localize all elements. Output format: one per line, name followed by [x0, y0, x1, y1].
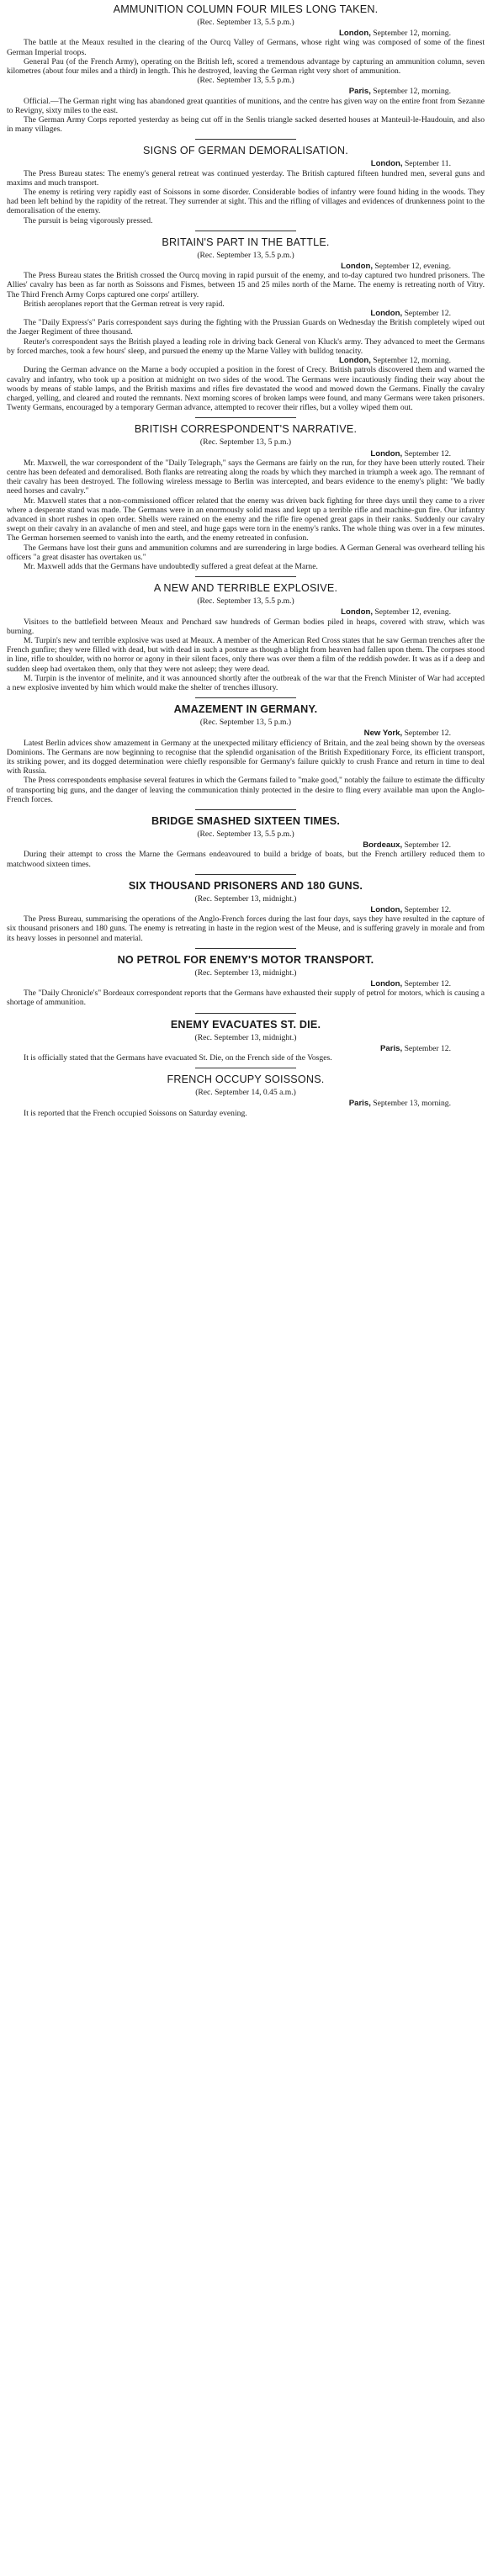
article-paragraph: The "Daily Express's" Paris correspondent says during the fighting with the Prussian Guards on Wednesday the British completely wiped out the Jaeger Regiment of three thousand.	[7, 318, 485, 337]
article	[7, 236, 485, 412]
dateline	[7, 607, 485, 617]
article-headline: A NEW AND TERRIBLE EXPLOSIVE.	[153, 582, 338, 595]
article-paragraph: The Press Bureau, summarising the operations of the Anglo-French forces during the last four days, says they have resulted in the capture of six thousand prisoners and 180 guns. The enemy is retreating in haste in the region west of the Meuse, and is suffering gravely in morale and from its heavy losses in personnel and material.	[7, 914, 485, 943]
dateline	[7, 87, 485, 96]
dateline-place: London,	[370, 448, 403, 458]
article-headline: AMAZEMENT IN GERMANY.	[173, 703, 318, 716]
dateline	[7, 905, 485, 914]
article-paragraph: During their attempt to cross the Marne the Germans endeavoured to build a bridge of boats, but the French artillery reduced them to matchwood sixteen times.	[7, 850, 485, 869]
article-paragraph: The Germans have lost their guns and ammunition columns and are surrendering in large bodies. A German General was overheard telling his officers "a great disaster has overtaken us."	[7, 543, 485, 562]
article-paragraph: The pursuit is being vigorously pressed.	[24, 215, 153, 225]
article	[7, 145, 485, 225]
article-paragraph: Mr. Maxwell states that a non-commissioned officer related that the enemy was driven back fighting for three days until they came to a river where a desperate stand was made. The Germans were in an enormously solid mass and kept up a terrible rifle and machine-gun fire. Our infantry advanced in short rushes in open order. Shells were rained on the enemy and the rifle fire opened great gaps in their ranks. Suddenly our cavalry swept on their cavalry in an avalanche of men and steel, and huge gaps were torn in the enemy's ranks. The whole thing was over in a few minutes. The German horsemen seemed to vanish into the earth, and the enemy retreated in confusion.	[7, 496, 485, 543]
article	[7, 1019, 485, 1063]
article	[7, 1073, 485, 1118]
received-time: (Rec. September 13, midnight.)	[194, 893, 297, 904]
article	[7, 423, 485, 571]
dateline-place: London,	[370, 905, 403, 915]
dateline-date: September 12.	[404, 1043, 451, 1053]
dateline-date: September 12.	[404, 448, 451, 458]
received-time: (Rec. September 13, 5.5 p.m.)	[197, 596, 294, 607]
article-paragraph: M. Turpin is the inventor of melinite, and it was announced shortly after the outbreak of the war that the French Minister of War had accepted a new explosive invented by him which would make the shelter of trenches illusory.	[7, 673, 485, 692]
article	[7, 703, 485, 804]
dateline	[7, 309, 485, 318]
dateline	[7, 1099, 485, 1108]
article-headline: NO PETROL FOR ENEMY'S MOTOR TRANSPORT.	[117, 953, 374, 966]
dateline-date: September 12, morning.	[373, 356, 451, 366]
article-paragraph: During the German advance on the Marne a body occupied a position in the forest of Crecy. British patrols discovered them and warned the cavalry and infantry, who took up a position at midnight on two sides of the wood. The Germans were incautiously finding their way about the woods by means of stable lamps, and the British maxims and rifles fire devastated the wood and mowed down the Germans. Finally the cavalry charged, yelling, and cleared and routed the remnants. Next morning scores of broken lamps were found, and many Germans were taken prisoners. Twenty Germans, encouraged by a temporary German advance, attempted to recover their rifles, but a volley wiped them out.	[7, 365, 485, 413]
dateline-place: London,	[341, 262, 373, 272]
dateline-place: London,	[341, 607, 373, 617]
dateline	[7, 449, 485, 458]
article-headline: BRIDGE SMASHED SIXTEEN TIMES.	[151, 815, 341, 828]
article-paragraph: It is reported that the French occupied Soissons on Saturday evening.	[24, 1108, 247, 1118]
dateline	[7, 262, 485, 271]
article-divider	[195, 874, 296, 875]
article-divider	[195, 697, 296, 698]
dateline	[7, 729, 485, 738]
dateline-place: Paris,	[380, 1043, 403, 1053]
article-divider	[195, 948, 296, 949]
received-time: (Rec. September 13, 5.5 p.m.)	[197, 76, 294, 86]
article-paragraph: General Pau (of the French Army), operating on the British left, scored a tremendous advantage by capturing an ammunition column, seven kilometres (about four miles and a third) in length. This he destroyed, leaving the German right very short of ammunition.	[7, 56, 485, 77]
article	[7, 880, 485, 943]
article-paragraph: The battle at the Meaux resulted in the clearing of the Ourcq Valley of Germans, whose right wing was composed of some of the finest German Imperial troops.	[7, 38, 485, 57]
dateline-place: Bordeaux,	[363, 840, 403, 851]
received-time: (Rec. September 13, midnight.)	[194, 1032, 297, 1042]
received-time: (Rec. September 13, 5 p.m.)	[199, 437, 292, 448]
dateline-place: London,	[339, 356, 371, 366]
article-headline: BRITISH CORRESPONDENT'S NARRATIVE.	[134, 423, 358, 436]
received-time: (Rec. September 14, 0.45 a.m.)	[195, 1088, 296, 1098]
article-headline: BRITAIN'S PART IN THE BATTLE.	[162, 236, 330, 248]
article-paragraph: The Press Bureau states the British crossed the Ourcq moving in rapid pursuit of the enemy, and to-day captured two hundred prisoners. The Allies' cavalry has been as far north as Soissons and Fismes, between 15 and 25 miles north of the Marne. The enemy is retreating north of Vitry. The Third French Army Corps captured one corps' artillery.	[7, 271, 485, 299]
received-time: (Rec. September 13, 5.5 p.m.)	[197, 250, 294, 260]
dateline-date: September 12.	[404, 905, 451, 915]
article-divider	[195, 809, 296, 810]
article-headline: SIX THOUSAND PRISONERS AND 180 GUNS.	[128, 879, 363, 892]
article	[7, 3, 485, 134]
article-headline: FRENCH OCCUPY SOISSONS.	[167, 1073, 325, 1086]
dateline-date: September 12, morning.	[373, 29, 451, 39]
dateline-place: London,	[339, 29, 371, 39]
article-headline: SIGNS OF GERMAN DEMORALISATION.	[143, 145, 348, 157]
article-paragraph: Reuter's correspondent says the British played a leading role in driving back General von Kluck's army. They advanced to meet the Germans by forced marches, took a few hours' sleep, and pursued the enemy up the Marne Valley with bulldog tenacity.	[7, 337, 485, 356]
article-divider	[195, 1013, 296, 1014]
dateline-date: September 12.	[404, 840, 451, 851]
dateline-place: London,	[370, 159, 403, 169]
article-paragraph: British aeroplanes report that the German retreat is very rapid.	[24, 299, 225, 309]
article-divider	[195, 417, 296, 418]
article-paragraph: The "Daily Chronicle's" Bordeaux correspondent reports that the Germans have exhausted their supply of petrol for motors, which is causing a shortage of ammunition.	[7, 989, 485, 1008]
article-paragraph: The Press correspondents emphasise several features in which the Germans failed to "make good," notably the failure to estimate the difficulty of transporting big guns, and the danger of leaving the communication thinly protected in the desire to fling every available man upon the Anglo-French forces.	[7, 776, 485, 804]
dateline	[7, 29, 485, 38]
article-paragraph: Visitors to the battlefield between Meaux and Penchard saw hundreds of German bodies piled in heaps, covered with straw, which was burning.	[7, 617, 485, 636]
dateline	[7, 979, 485, 989]
article	[7, 954, 485, 1008]
dateline-date: September 11.	[404, 159, 451, 169]
dateline	[7, 159, 485, 168]
article	[7, 815, 485, 869]
dateline-date: September 12, evening.	[374, 607, 451, 617]
dateline-place: Paris,	[348, 87, 371, 97]
dateline	[7, 1044, 485, 1053]
dateline-date: September 12.	[404, 729, 451, 739]
article	[7, 582, 485, 692]
dateline-place: London,	[370, 979, 403, 989]
article-divider	[195, 576, 296, 577]
article-paragraph: The German Army Corps reported yesterday as being cut off in the Senlis triangle sacked deserted houses at Manteuil-le-Haudouin, and also in many villages.	[7, 115, 485, 135]
dateline	[7, 356, 485, 365]
received-time: (Rec. September 13, 5.5 p.m.)	[197, 830, 294, 840]
article-paragraph: The Press Bureau states: The enemy's general retreat was continued yesterday. The British captured fifteen hundred men, several guns and maxims and much transport.	[7, 168, 485, 188]
article-paragraph: Official.—The German right wing has abandoned great quantities of munitions, and the centre has given way on the entire front from Sezanne to Revigny, sixty miles to the east.	[7, 96, 485, 115]
dateline-date: September 12, evening.	[374, 262, 451, 272]
dateline-place: New York,	[363, 729, 403, 739]
dateline-date: September 12.	[404, 979, 451, 989]
received-time: (Rec. September 13, 5 p.m.)	[199, 718, 292, 728]
dateline-date: September 12.	[404, 309, 451, 319]
received-time: (Rec. September 13, 5.5 p.m.)	[197, 18, 294, 27]
article-headline: AMMUNITION COLUMN FOUR MILES LONG TAKEN.	[113, 3, 379, 15]
article-paragraph: It is officially stated that the Germans have evacuated St. Die, on the French side of the Vosges.	[24, 1053, 332, 1063]
dateline-date: September 13, morning.	[373, 1099, 451, 1109]
article-paragraph: Mr. Maxwell adds that the Germans have undoubtedly suffered a great defeat at the Marne.	[24, 561, 318, 571]
dateline	[7, 840, 485, 850]
received-time: (Rec. September 13, midnight.)	[194, 967, 297, 978]
article-divider	[195, 139, 296, 140]
article-headline: ENEMY EVACUATES ST. DIE.	[170, 1018, 321, 1031]
article-paragraph: Latest Berlin advices show amazement in Germany at the unexpected military efficiency of Britain, and the zeal being shown by the overseas Dominions. The Germans are now beginning to recognise that the splendid organisation of the British Expeditionary Force, its efficient transport, its striking power, and its dogged determination were chiefly responsible for Germany's failure quickly to crush France and return in time to deal with Russia.	[7, 738, 485, 777]
article-paragraph: M. Turpin's new and terrible explosive was used at Meaux. A member of the American Red Cross states that he saw German trenches after the French gunfire; they were filled with dead, but with dead in such a posture as though a blight from heaven had fallen upon them. The corpses stood in line, rifle to shoulder, with no horror or agony in their silent faces, only there was over them a film of the reddish powder. It was as if a deep and sudden sleep had overtaken them, only that they were not asleep; they were dead.	[7, 635, 485, 674]
dateline-date: September 12, morning.	[373, 87, 451, 97]
dateline-place: London,	[370, 309, 403, 319]
article-paragraph: Mr. Maxwell, the war correspondent of the "Daily Telegraph," says the Germans are fairly on the run, for they have been utterly routed. Their centre has been defeated and demoralised. Both flanks are retreating along the roads by which they marched in triumph a week ago. The remnant of their cavalry has been destroyed. The following wireless message to Berlin was intercepted, and bears evidence to the enemy's plight: "We badly need horses and cavalry."	[7, 458, 485, 496]
dateline-place: Paris,	[348, 1099, 371, 1109]
article-paragraph: The enemy is retiring very rapidly east of Soissons in some disorder. Considerable bodies of infantry were found hiding in the woods. They had been left behind by the rapidity of the retreat. They surrender at sight. This and the rifling of villages and evidences of drunkenness point to the demoralisation of the enemy.	[7, 188, 485, 216]
